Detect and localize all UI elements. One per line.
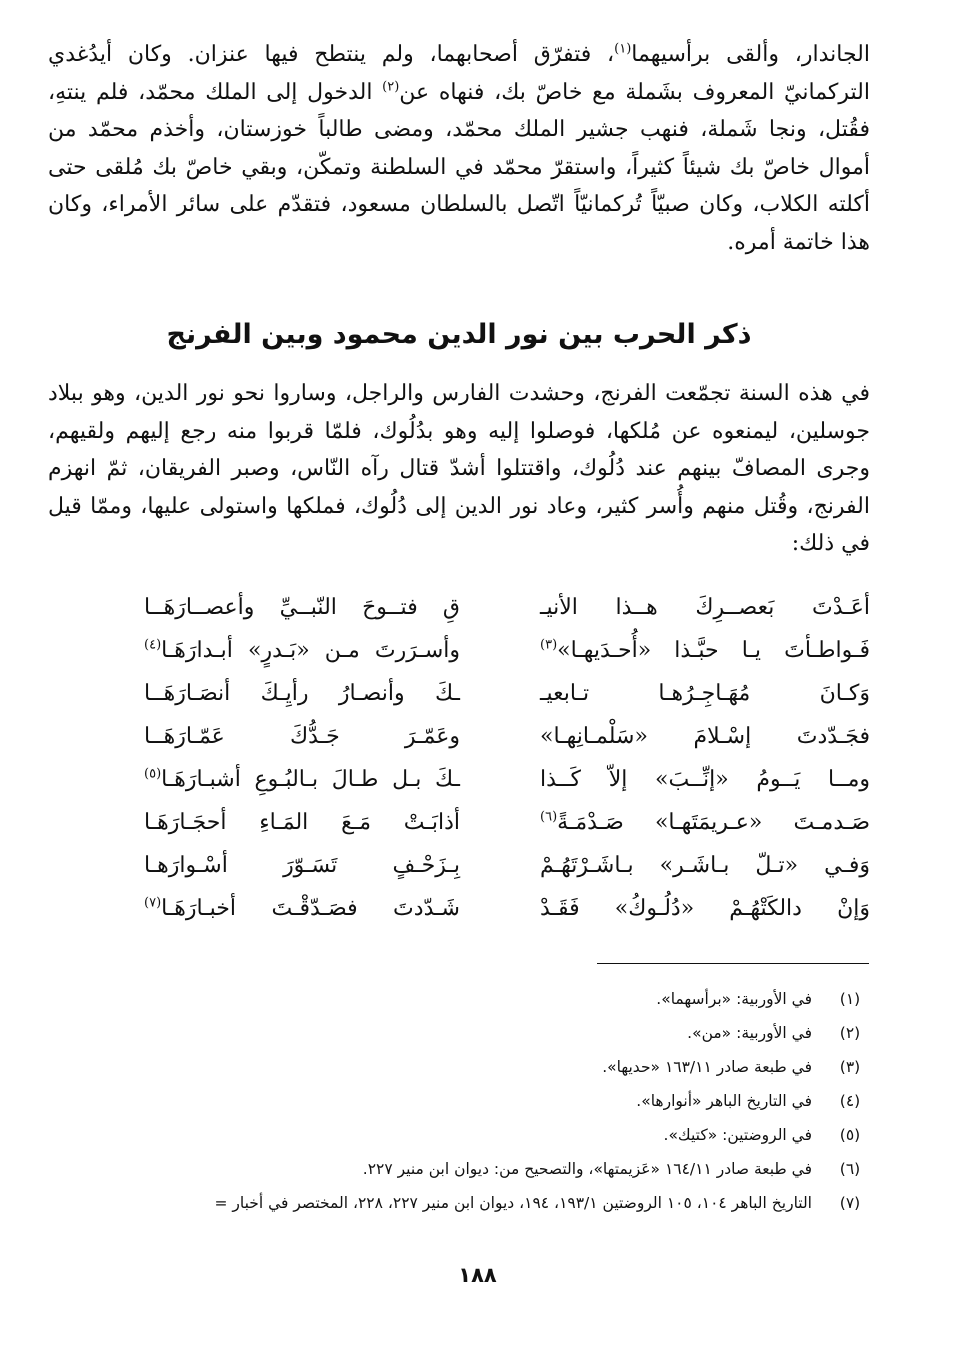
hemistich-text: فَـواطـأتَ يـا حبَّـذا «أُحـدَيهـا»	[557, 638, 870, 663]
footnote-number: (٣)	[839, 1058, 861, 1076]
footnote-ref: (١)	[614, 41, 632, 57]
hemistich-text: صَـدمـتَ «عـريمَتَهـا» صَـدْمَـةً	[557, 810, 870, 835]
footnote-number: (١)	[839, 990, 861, 1008]
hemistich-text: وَكـانَ مُهَـاجِـرُهـا تـابعيـ	[540, 681, 870, 706]
poem-verse	[48, 760, 870, 799]
footnote-ref: (٣)	[540, 637, 558, 653]
poem-verse	[48, 889, 870, 928]
verse-second-hemistich	[144, 588, 460, 627]
verse-second-hemistich	[144, 717, 460, 756]
hemistich-text: أذابَـتْ مَـعَ المَـاءِ أحجَـارَهَـا	[144, 810, 460, 835]
paragraph-text: في هذه السنة تجمّعت الفرنج، وحشدت الفارس والراجل، وساروا نحو نور الدين، وهو ببلاد جوسلين، ليمنعوه عن مُلكها، فوصلوا إليه وهو بدُلُوك، فلمّا قربوا منه رجع إليهم ولقيهم، وجرى المصافّ بينهم عند دُلُوك، واقتتلوا أشدّ قتال رآه النّاس، وصبر الفريقان، ثمّ انهزم الفرنج، وقُتل منهم وأُسر كثير، وعاد نور الدين إلى دُلُوك، فملكها واستولى عليها، وممّا قيل في ذلك:	[48, 381, 870, 556]
paragraph-intro	[48, 36, 870, 261]
verse-second-hemistich	[144, 846, 460, 885]
verse-second-hemistich	[144, 631, 460, 670]
verse-first-hemistich	[540, 889, 870, 928]
footnote-text: في التاريخ الباهر «أنوارها».	[636, 1092, 812, 1110]
footnote	[48, 1084, 870, 1118]
hemistich-text: أعَـدْتَ بَعصــرِكَ هــذا الأنيـ	[540, 595, 870, 620]
poem-verse	[48, 588, 870, 627]
hemistich-text: بِـزَحْـفٍ تَسَـوّرَ أسْـوارَهـا	[144, 853, 460, 878]
footnote-text: في الأوربية: «برأسهما».	[656, 990, 812, 1008]
page-number: ١٨٨	[458, 1263, 497, 1287]
footnote-text: في طبعة صادر ١٦٤/١١ «عَزيمتها»، والتصحيح من: ديوان ابن منير ٢٢٧.	[362, 1160, 812, 1178]
poem-verse	[48, 674, 870, 713]
footnotes	[48, 982, 870, 1220]
footnote-text: في الأوربية: «من».	[687, 1024, 812, 1042]
text-run: الجاندار، وألقى برأسيهما	[631, 42, 870, 67]
section-heading: ذكر الحرب بين نور الدين محمود وبين الفرنج	[166, 319, 752, 350]
footnote-text: التاريخ الباهر ١٠٤، ١٠٥ الروضتين ١٩٣/١، ١٩٤، ديوان ابن منير ٢٢٧، ٢٢٨، المختصر في أخبار =	[214, 1194, 812, 1212]
footnote-text: في طبعة صادر ١٦٣/١١ «حديها».	[602, 1058, 812, 1076]
footnote-ref: (٥)	[144, 766, 162, 782]
footnote-number: (٢)	[839, 1024, 861, 1042]
footnote-divider	[597, 963, 869, 964]
footnote-number: (٦)	[839, 1160, 861, 1178]
footnote-ref: (٧)	[144, 895, 162, 911]
verse-first-hemistich	[540, 803, 870, 842]
paragraph-battle	[48, 375, 870, 563]
footnote	[48, 1186, 870, 1220]
footnote-ref: (٦)	[540, 809, 558, 825]
hemistich-text: شَـدّدتَ فصَـدّقْـتَ أخبـارَهَـا	[161, 896, 460, 921]
poem-verse	[48, 846, 870, 885]
footnote-ref: (٤)	[144, 637, 162, 653]
footnote	[48, 1152, 870, 1186]
footnote-number: (٧)	[839, 1194, 861, 1212]
footnote-ref: (٢)	[382, 79, 400, 95]
footnote	[48, 1050, 870, 1084]
hemistich-text: وَإنْ دالكَتْهُـمْ «دُلُـوكُ» فَقَـدْ	[540, 896, 870, 921]
text-run: ، فتفرّق أصحابهما، ولم ينتطح فيها عنزان. وكان أيدُغدي التركمانيّ المعروف بشَملة مع خاصّ بك، فنهاه عن	[48, 42, 870, 105]
hemistich-text: ـكَ بـل طـالَ بـالبُـوعِ أشبـارَهَـا	[161, 767, 460, 792]
hemistich-text: ـكَ وأنصـارُ رأيِـكَ أنصَـارَهَــا	[144, 681, 460, 706]
footnote	[48, 1118, 870, 1152]
verse-first-hemistich	[540, 631, 870, 670]
verse-first-hemistich	[540, 846, 870, 885]
verse-first-hemistich	[540, 717, 870, 756]
verse-second-hemistich	[144, 674, 460, 713]
verse-first-hemistich	[540, 760, 870, 799]
poem-verse	[48, 631, 870, 670]
verse-second-hemistich	[144, 760, 460, 799]
hemistich-text: فجَـدّدتَ إسْـلامَ «سَلْمـانِهـا»	[540, 724, 870, 749]
hemistich-text: وعَمّـرَ جَـدُّكَ عَمّـارَهَــا	[144, 724, 460, 749]
hemistich-text: ومــا يَــومُ «إنِّــبَ» إلاّ كَــذا	[540, 767, 870, 792]
verse-first-hemistich	[540, 674, 870, 713]
verse-second-hemistich	[144, 803, 460, 842]
verse-second-hemistich	[144, 889, 460, 928]
footnote	[48, 1016, 870, 1050]
hemistich-text: وَفـي «تـلّ بـاشَـر» بـاشَـرْتَهُـمْ	[540, 853, 870, 878]
footnote-number: (٥)	[839, 1126, 861, 1144]
hemistich-text: وأسـرَرتَ مـن «بَـدرٍ» أبـدارَهَـا	[161, 638, 460, 663]
verse-first-hemistich	[540, 588, 870, 627]
poem-verse	[48, 717, 870, 756]
footnote-number: (٤)	[839, 1092, 861, 1110]
hemistich-text: قِ فتــوحَ النّبــيِّ وأعصــارَهَــا	[144, 595, 460, 620]
footnote-text: في الروضتين: «كتيك».	[663, 1126, 812, 1144]
text-run: الدخول إلى الملك محمّد، فلم ينتهِ، فقُتل، ونجا شَملة، فنهب جشير الملك محمّد، ومضى طالباً خوزستان، وأخذم محمّد من أموال خاصّ بك شيئاً كثيراً، واستقرّ محمّد في السلطنة وتمكّن، وبقي خاصّ بك مُلقى حتى أكلته الكلاب، وكان صبيّاً تُركمانيّاً اتّصل بالسلطان مسعود، فتقدّم على سائر الأمراء، وكان هذا خاتمة أمره.	[48, 79, 870, 255]
poem	[48, 588, 870, 938]
poem-verse	[48, 803, 870, 842]
paragraph-text	[48, 36, 870, 261]
footnote	[48, 982, 870, 1016]
